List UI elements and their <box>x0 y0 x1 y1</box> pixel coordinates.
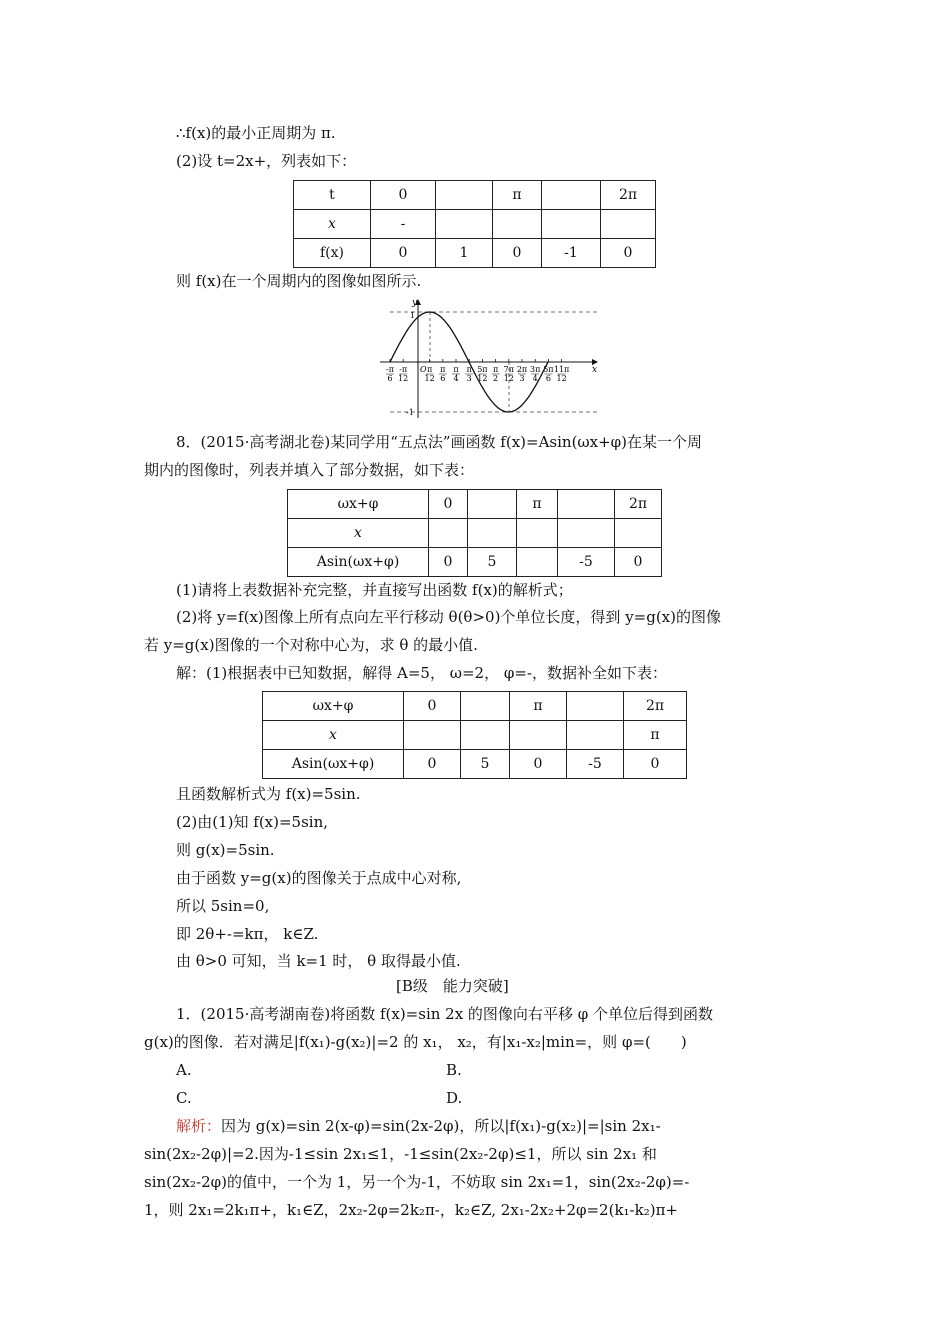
table-cell <box>468 490 517 519</box>
tick-label-denominator: 6 <box>545 374 551 383</box>
table-cell: 1 <box>436 239 493 268</box>
table-cell: 0 <box>493 239 542 268</box>
text-line: g(x)的图像．若对满足|f(x₁)-g(x₂)|=2 的 x₁， x₂，有|x₁-x₂|min=，则 φ=( ) <box>144 1033 687 1051</box>
table-row <box>288 519 662 548</box>
table-cell: -1 <box>542 239 601 268</box>
table-cell: 0 <box>510 750 567 779</box>
text-line: 则 g(x)=5sin. <box>176 841 275 859</box>
table-cell: 0 <box>371 239 436 268</box>
table-cell <box>461 721 510 750</box>
tick-label-numerator: 5π <box>543 365 554 374</box>
table-row <box>294 210 656 239</box>
text-line: 由于函数 y=g(x)的图像关于点成中心对称, <box>176 869 462 887</box>
text-line: (2)由(1)知 f(x)=5sin, <box>176 813 329 831</box>
tick-label-numerator: -π <box>399 365 408 374</box>
text-line: 8．(2015·高考湖北卷)某同学用“五点法”画函数 f(x)=Asin(ωx+φ)在某一个周 <box>176 433 703 451</box>
text-line: sin(2x₂-2φ)|=2.因为-1≤sin 2x₁≤1，-1≤sin(2x₂-2φ)≤1，所以 sin 2x₁ 和 <box>144 1145 657 1163</box>
table-row <box>288 548 662 577</box>
tick-label-numerator: π <box>466 365 472 374</box>
text-line: 所以 5sin=0, <box>176 897 270 915</box>
text-line: 由 θ>0 可知，当 k=1 时， θ 取得最小值. <box>176 952 461 970</box>
tick-label-numerator: 7π <box>503 365 514 374</box>
option-a: A. <box>176 1061 192 1079</box>
text-line: (1)请将上表数据补充完整，并直接写出函数 f(x)的解析式； <box>176 581 573 599</box>
tick-label-numerator: 3π <box>530 365 541 374</box>
table-cell <box>429 519 468 548</box>
tick-label-denominator: 6 <box>440 374 446 383</box>
text-line: (2)将 y=f(x)图像上所有点向左平行移动 θ(θ>0)个单位长度，得到 y=g(x)的图像 <box>176 608 721 626</box>
table-cell: ωx+φ <box>288 490 429 519</box>
table-cell: 5 <box>461 750 510 779</box>
section-heading: [B级 能力突破] <box>396 977 509 995</box>
table-cell: 0 <box>429 490 468 519</box>
tick-label-denominator: 4 <box>453 374 459 383</box>
analysis-line <box>176 1116 661 1136</box>
tick-label-numerator: π <box>492 365 499 374</box>
y-axis-label: y <box>412 298 418 308</box>
table-cell: π <box>493 181 542 210</box>
table-cell: Asin(ωx+φ) <box>263 750 404 779</box>
table-cell <box>601 210 656 239</box>
table-cell: 0 <box>371 181 436 210</box>
table-cell: π <box>624 721 687 750</box>
table-cell <box>558 519 615 548</box>
tick-label-denominator: 12 <box>398 374 409 383</box>
x-axis-label: x <box>592 365 598 375</box>
y-neg-one-label: -1 <box>406 408 414 417</box>
sine-graph <box>378 298 600 420</box>
tick-label-numerator: -π <box>386 365 394 374</box>
table-cell: 2π <box>615 490 662 519</box>
option-b: B. <box>446 1061 462 1079</box>
tick-label-denominator: 2 <box>493 374 499 383</box>
tick-label-denominator: 12 <box>424 374 435 383</box>
table-cell <box>493 210 542 239</box>
table-t-x-fx <box>293 180 656 268</box>
table-cell <box>567 692 624 721</box>
table-completed-data <box>262 691 687 779</box>
table-cell: 5 <box>468 548 517 577</box>
table-cell: 2π <box>601 181 656 210</box>
table-row <box>294 239 656 268</box>
table-cell: t <box>294 181 371 210</box>
table-cell <box>542 210 601 239</box>
table-row <box>288 490 662 519</box>
tick-label-denominator: 3 <box>519 374 525 383</box>
table-cell <box>558 490 615 519</box>
tick-label-denominator: 3 <box>466 374 472 383</box>
tick-label-numerator: π <box>440 365 446 374</box>
text-line: (2)设 t=2x+，列表如下： <box>176 152 357 170</box>
table-cell: x <box>288 519 429 548</box>
text-line: 若 y=g(x)图像的一个对称中心为，求 θ 的最小值. <box>144 636 478 654</box>
table-cell: 0 <box>404 750 461 779</box>
table-cell <box>404 721 461 750</box>
table-cell: f(x) <box>294 239 371 268</box>
table-cell: Asin(ωx+φ) <box>288 548 429 577</box>
tick-label-numerator: 5π <box>477 365 488 374</box>
table-cell <box>542 181 601 210</box>
table-row <box>294 181 656 210</box>
text-line: ∴f(x)的最小正周期为 π. <box>176 124 336 142</box>
table-cell: 0 <box>624 750 687 779</box>
text-line: 1．(2015·高考湖南卷)将函数 f(x)=sin 2x 的图像向右平移 φ 个单位后得到函数 <box>176 1005 713 1023</box>
table-cell: π <box>510 692 567 721</box>
table-cell: - <box>371 210 436 239</box>
table-cell: x <box>294 210 371 239</box>
table-given-data <box>287 489 662 577</box>
text-line: 1，则 2x₁=2k₁π+，k₁∈Z，2x₂-2φ=2k₂π-，k₂∈Z, 2x₁-2x₂+2φ=2(k₁-k₂)π+ <box>144 1201 679 1219</box>
tick-label-denominator: 12 <box>477 374 488 383</box>
table-cell <box>517 548 558 577</box>
text-line: 则 f(x)在一个周期内的图像如图所示. <box>176 272 422 290</box>
table-cell: -5 <box>567 750 624 779</box>
tick-label-denominator: 12 <box>556 374 567 383</box>
text-line: sin(2x₂-2φ)的值中，一个为 1，另一个为-1，不妨取 sin 2x₁=1，sin(2x₂-2φ)=- <box>144 1173 690 1191</box>
tick-label-numerator: π <box>453 365 459 374</box>
text-line: 解：(1)根据表中已知数据，解得 A=5， ω=2， φ=-，数据补全如下表： <box>176 664 667 682</box>
table-cell <box>468 519 517 548</box>
table-cell <box>517 519 558 548</box>
table-cell: 2π <box>624 692 687 721</box>
table-cell: π <box>517 490 558 519</box>
table-cell <box>461 692 510 721</box>
table-cell: x <box>263 721 404 750</box>
table-row <box>263 721 687 750</box>
tick-label-denominator: 12 <box>503 374 514 383</box>
table-cell: 0 <box>404 692 461 721</box>
tick-label-numerator: 11π <box>553 365 570 374</box>
tick-label-numerator: 2π <box>516 365 528 374</box>
table-cell <box>510 721 567 750</box>
analysis-text: 因为 g(x)=sin 2(x-φ)=sin(2x-2φ)，所以|f(x₁)-g(x₂)|=|sin 2x₁- <box>221 1117 661 1135</box>
text-line: 期内的图像时，列表并填入了部分数据，如下表： <box>144 461 475 479</box>
table-row <box>263 750 687 779</box>
table-cell <box>615 519 662 548</box>
tick-label-denominator: 6 <box>387 374 393 383</box>
table-row <box>263 692 687 721</box>
table-cell: 0 <box>429 548 468 577</box>
table-cell <box>436 181 493 210</box>
option-d: D. <box>446 1089 463 1107</box>
y-one-label: 1 <box>410 311 416 320</box>
table-cell: 0 <box>615 548 662 577</box>
tick-label-numerator: π <box>426 365 433 374</box>
table-cell: ωx+φ <box>263 692 404 721</box>
option-c: C. <box>176 1089 192 1107</box>
analysis-label: 解析： <box>176 1117 222 1135</box>
text-line: 且函数解析式为 f(x)=5sin. <box>176 785 361 803</box>
origin-label: O <box>420 365 427 374</box>
table-cell: 0 <box>601 239 656 268</box>
table-cell <box>436 210 493 239</box>
table-cell: -5 <box>558 548 615 577</box>
text-line: 即 2θ+-=kπ， k∈Z. <box>176 925 319 943</box>
table-cell <box>567 721 624 750</box>
tick-label-denominator: 4 <box>532 374 538 383</box>
